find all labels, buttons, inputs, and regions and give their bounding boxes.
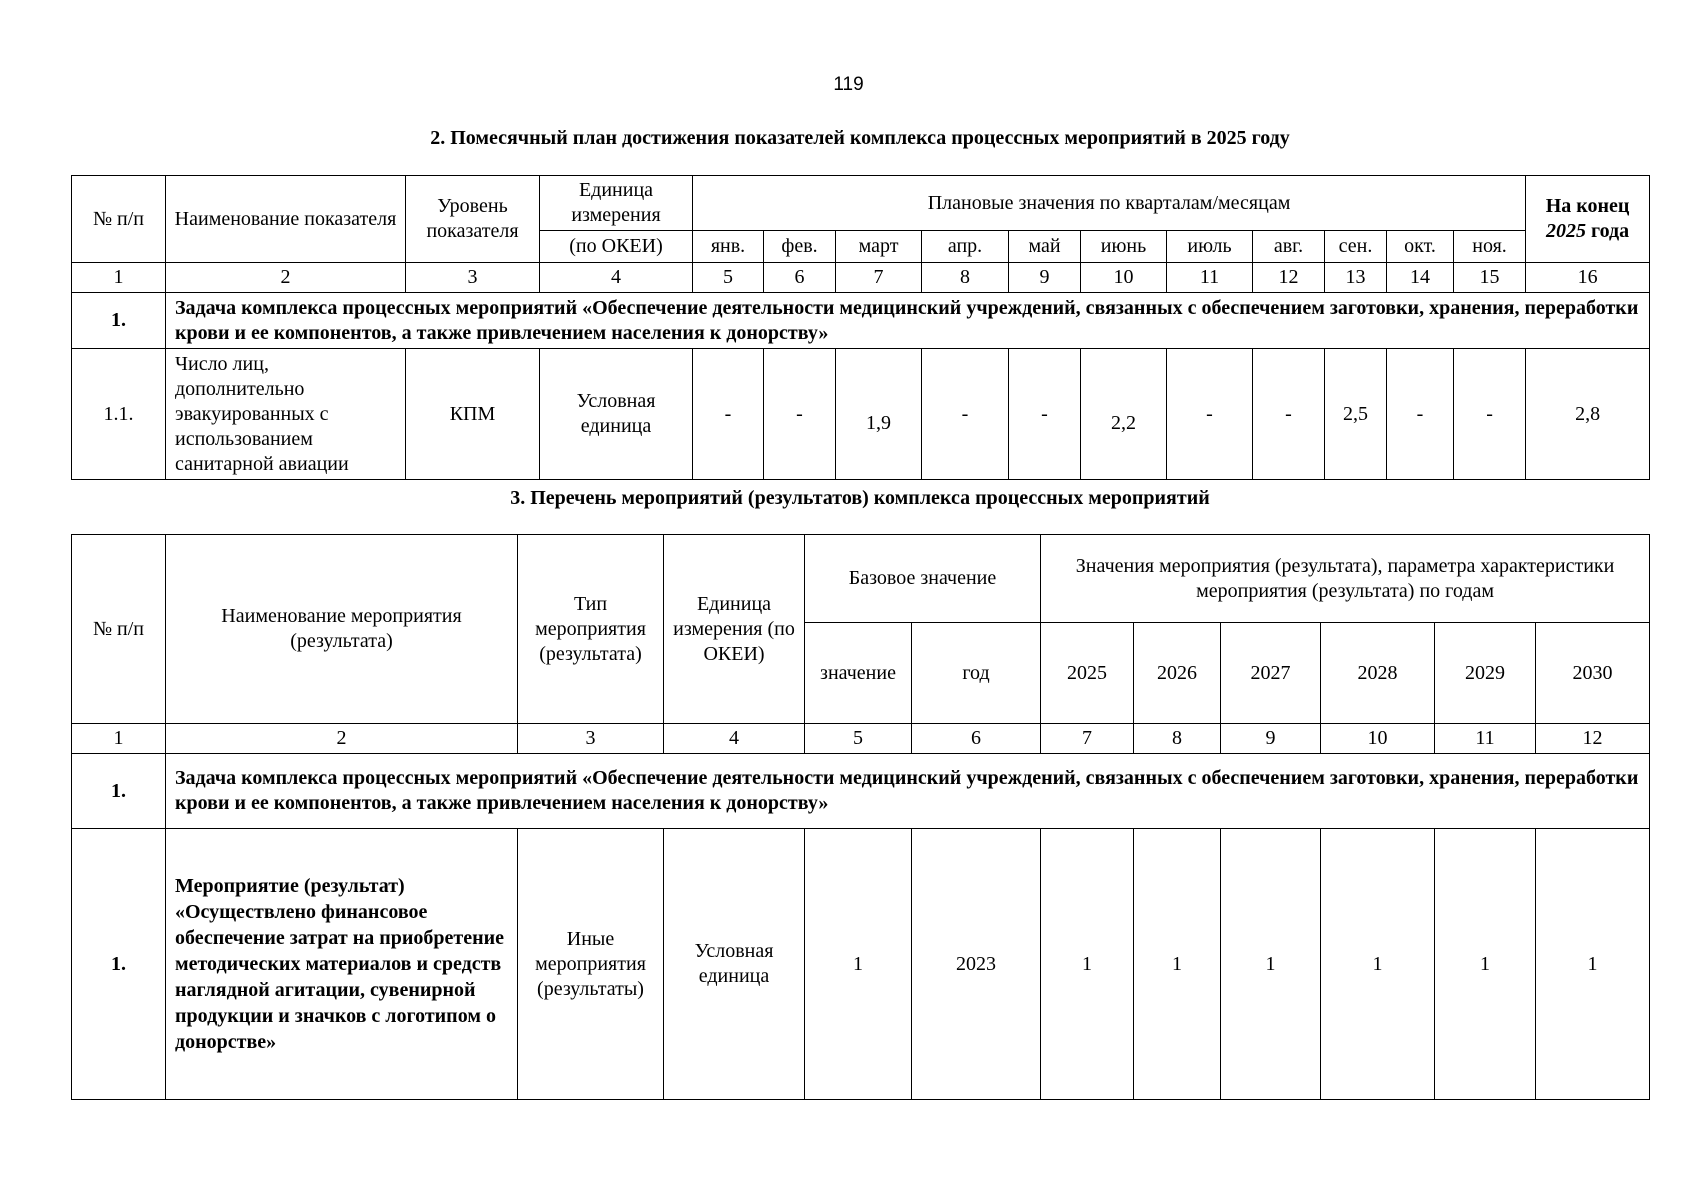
month-value: - — [693, 349, 764, 480]
task-num: 1. — [72, 293, 166, 349]
column-number: 10 — [1081, 263, 1167, 293]
activity-name: Мероприятие (результат) «Осуществлено финансовое обеспечение затрат на приобретение методических материалов и средств наглядной агитации, сувенирной продукции и значков с логотипом о донорстве» — [166, 829, 518, 1100]
column-number: 1 — [72, 724, 166, 754]
month-value: - — [1454, 349, 1526, 480]
column-number: 6 — [912, 724, 1041, 754]
column-number: 4 — [540, 263, 693, 293]
activities-table — [71, 534, 1650, 1100]
header-year: 2025 — [1041, 623, 1134, 724]
header-end-word: года — [1591, 220, 1630, 242]
column-number: 3 — [406, 263, 540, 293]
indicator-unit: Условная единица — [540, 349, 693, 480]
column-number: 5 — [693, 263, 764, 293]
activity-unit: Условная единица — [664, 829, 805, 1100]
column-number: 7 — [836, 263, 922, 293]
column-number-row — [72, 263, 1650, 293]
column-number: 5 — [805, 724, 912, 754]
column-number: 12 — [1253, 263, 1325, 293]
header-values-by-year: Значения мероприятия (результата), параметра характеристики мероприятия (результата) по годам — [1041, 535, 1650, 623]
activity-base-year: 2023 — [912, 829, 1041, 1100]
end-of-year-value: 2,8 — [1526, 349, 1650, 480]
column-number: 11 — [1435, 724, 1536, 754]
task-text: Задача комплекса процессных мероприятий «Обеспечение деятельности медицинский учреждений, связанных с обеспечением заготовки, хранения, переработки крови и ее компонентов, а также привлечением населения к донорству» — [166, 293, 1650, 349]
header-num: № п/п — [72, 535, 166, 724]
header-month: май — [1009, 231, 1081, 263]
column-number: 9 — [1221, 724, 1321, 754]
activity-row — [72, 829, 1650, 1100]
column-number: 7 — [1041, 724, 1134, 754]
month-value: 2,5 — [1325, 349, 1387, 480]
header-unit: Единица измерения — [540, 176, 693, 231]
column-number: 8 — [922, 263, 1009, 293]
header-year: 2028 — [1321, 623, 1435, 724]
activity-year-value: 1 — [1435, 829, 1536, 1100]
header-base-value-year: год — [912, 623, 1041, 724]
indicator-num: 1.1. — [72, 349, 166, 480]
month-value: - — [1009, 349, 1081, 480]
month-value: - — [1387, 349, 1454, 480]
month-value: - — [1167, 349, 1253, 480]
header-activity-type: Тип мероприятия (результата) — [518, 535, 664, 724]
header-end-top: На конец — [1545, 195, 1630, 217]
header-activity-name: Наименование мероприятия (результата) — [166, 535, 518, 724]
header-unit: Единица измерения (по ОКЕИ) — [664, 535, 805, 724]
indicator-row — [72, 349, 1650, 480]
month-value: - — [1253, 349, 1325, 480]
header-year: 2027 — [1221, 623, 1321, 724]
header-year: 2029 — [1435, 623, 1536, 724]
header-base-value: Базовое значение — [805, 535, 1041, 623]
header-base-value-value: значение — [805, 623, 912, 724]
header-month: июнь — [1081, 231, 1167, 263]
month-value: - — [764, 349, 836, 480]
indicator-name: Число лиц, дополнительно эвакуированных с использованием санитарной авиации — [166, 349, 406, 480]
column-number: 14 — [1387, 263, 1454, 293]
activity-num: 1. — [72, 829, 166, 1100]
activity-year-value: 1 — [1134, 829, 1221, 1100]
column-number-row — [72, 724, 1650, 754]
column-number: 6 — [764, 263, 836, 293]
indicator-level: КПМ — [406, 349, 540, 480]
column-number: 2 — [166, 263, 406, 293]
column-number: 12 — [1536, 724, 1650, 754]
column-number: 1 — [72, 263, 166, 293]
header-month: июль — [1167, 231, 1253, 263]
header-num: № п/п — [72, 176, 166, 263]
header-year: 2026 — [1134, 623, 1221, 724]
header-planned-values: Плановые значения по кварталам/месяцам — [693, 176, 1526, 231]
column-number: 2 — [166, 724, 518, 754]
month-value: 2,2 — [1081, 349, 1167, 480]
column-number: 15 — [1454, 263, 1526, 293]
activity-year-value: 1 — [1321, 829, 1435, 1100]
activity-base-value: 1 — [805, 829, 912, 1100]
header-end-year: 2025 — [1546, 220, 1586, 242]
section-3-title: 3. Перечень мероприятий (результатов) комплекса процессных мероприятий — [510, 487, 1210, 509]
column-number: 10 — [1321, 724, 1435, 754]
column-number: 4 — [664, 724, 805, 754]
task-text: Задача комплекса процессных мероприятий «Обеспечение деятельности медицинский учреждений, связанных с обеспечением заготовки, хранения, переработки крови и ее компонентов, а также привлечением населения к донорству» — [166, 754, 1650, 829]
header-okei: (по ОКЕИ) — [540, 231, 693, 263]
header-year: 2030 — [1536, 623, 1650, 724]
month-value: 1,9 — [836, 349, 922, 480]
task-row — [72, 754, 1650, 829]
header-month: окт. — [1387, 231, 1454, 263]
column-number: 13 — [1325, 263, 1387, 293]
column-number: 16 — [1526, 263, 1650, 293]
header-month: сен. — [1325, 231, 1387, 263]
header-month: янв. — [693, 231, 764, 263]
activity-year-value: 1 — [1041, 829, 1134, 1100]
header-month: фев. — [764, 231, 836, 263]
header-end-of-year — [1526, 176, 1650, 263]
column-number: 9 — [1009, 263, 1081, 293]
header-indicator-name: Наименование показателя — [166, 176, 406, 263]
column-number: 11 — [1167, 263, 1253, 293]
activity-year-value: 1 — [1221, 829, 1321, 1100]
section-2-title: 2. Помесячный план достижения показателей комплекса процессных мероприятий в 2025 году — [430, 127, 1290, 149]
task-num: 1. — [72, 754, 166, 829]
activity-year-value: 1 — [1536, 829, 1650, 1100]
month-value: - — [922, 349, 1009, 480]
column-number: 8 — [1134, 724, 1221, 754]
column-number: 3 — [518, 724, 664, 754]
header-month: апр. — [922, 231, 1009, 263]
page-number: 119 — [833, 74, 864, 95]
header-month: авг. — [1253, 231, 1325, 263]
activity-type: Иные мероприятия (результаты) — [518, 829, 664, 1100]
monthly-plan-table — [71, 175, 1650, 480]
task-row — [72, 293, 1650, 349]
header-month: ноя. — [1454, 231, 1526, 263]
header-indicator-level: Уровень показателя — [406, 176, 540, 263]
header-month: март — [836, 231, 922, 263]
